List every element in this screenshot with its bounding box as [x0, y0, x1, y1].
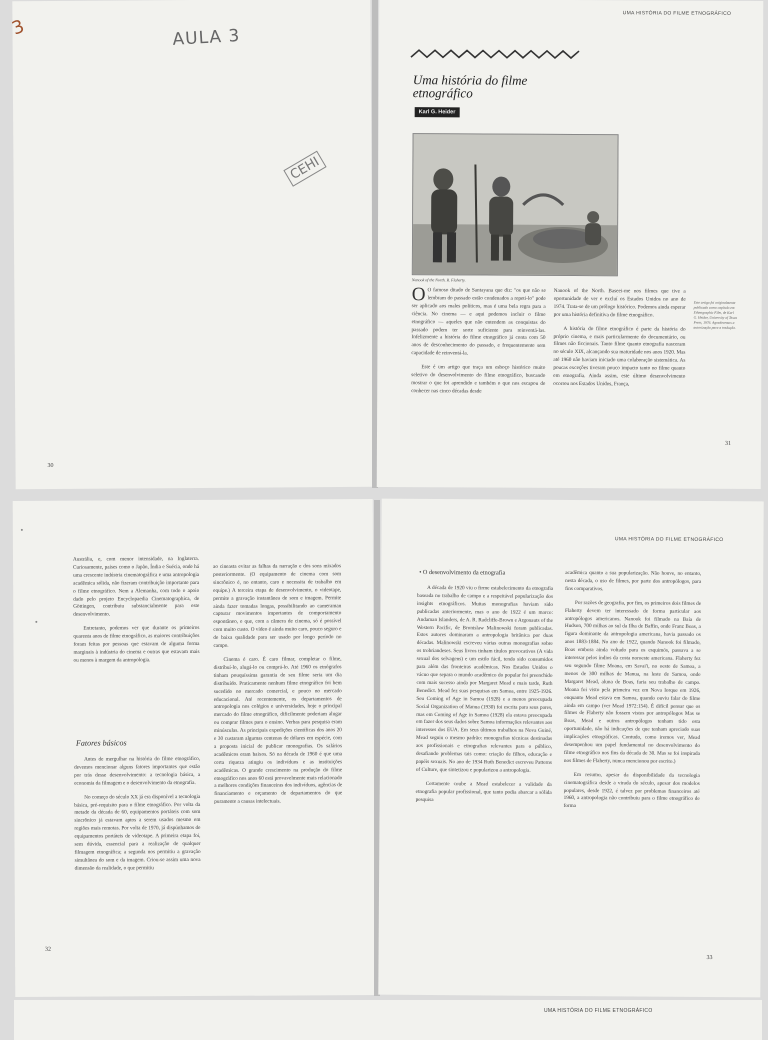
paragraph: Antes de mergulhar na história do filme etnográfico, devemos mencionar alguns fatores importantes que estão por trás desse desenvolvimento: a tecnologia básica, a economia da filmagem e o desenvolvimento da etnografia.: [74, 755, 201, 787]
paragraph: A década de 1920 viu o firme estabelecimento da etnografia baseada no trabalho de campo e a respeitável popularização dos insights etnográficos. Muitas monografias haviam sido publicadas anteriormente, mas o ano de 1922 é um marco: Andaman Islanders, de A. R. Radcliffe-Brown e Argonauts of the Western Pacific, de Bronislaw Malinowski foram publicadas. Estes autores dominaram a antropologia britânica por duas décadas. Malinowski escreveu várias outras monografias sobre os trobriandeses. Seus livros tinham títulos provocativos (A vida sexual dos selvagens) e um estilo fácil, tendo sido consumidos para além das fronteiras acadêmicas. Nos Estados Unidos o vácuo que separa o mundo acadêmico do popular foi preenchido com mais sucesso ainda por Margaret Mead e mais tarde, Ruth Benedict. Mead fez suas pesquisas em Samoa, entre 1925-1926. Seu Coming of Age in Samoa (1928) e a menos preocupada Social Organization of Manua (1930) foi escrita para seus pares, mas em Coming of Age in Samoa (1928) ela estava preocupada em fazer dos seus dados sobre Samoa informações relevantes aos interesses dos EUA. Em seus últimos trabalhos na Nova Guiné, Mead seguiu o mesmo padrão: monografias técnicas destinadas aos profissionais e etnografias relevantes para o público, desafiando problemas tais como: criação de filhos, educação e papéis sexuais. No ano de 1934 Ruth Benedict escreveu Patterns of Culture, que sintetizou e popularizou a antropologia.: [415, 584, 554, 774]
library-stamp: CEHI: [283, 151, 326, 187]
page-31: [377, 0, 764, 489]
article-column-2: [564, 570, 702, 812]
running-head: UMA HISTÓRIA DO FILME ETNOGRÁFICO: [622, 10, 732, 17]
scan-speck: [35, 621, 37, 623]
article-column-2: [553, 288, 686, 390]
paragraph: ao cineasta evitar as falhas da narração e dos sons mixados posteriormente. (O equipamento de cinema com som sincrônico é, no entanto, caro e necessita de trabalho em equipe.) A terceira etapa de desenvolvimento, o videotape, permite a gravação instantânea de som e imagem. Permite ainda fazer tomadas longas, possibilitando ao cameraman capturar movimentos importantes de comportamento espontâneo, e que, com a câmera de cinema, só é possível com muito custo. O vídeo é ainda muito caro, pouco seguro e de baixa qualidade para ser usado por longo período no campo.: [213, 563, 342, 649]
page-number: 30: [47, 462, 54, 470]
page-33: [378, 499, 763, 998]
page-number: 33: [706, 954, 713, 961]
author-bar: Karl G. Heider: [415, 107, 460, 117]
paragraph: Em resumo, apesar da disponibilidade da tecnologia cinematográfica desde a virada do século, apesar dos modelos populares, desde 1922, é talvez por problemas financeiros até 1960, a antropologia não contribuiu para o filme etnográfico de forma: [563, 771, 700, 810]
article-title: Uma história do filme etnográfico: [412, 72, 528, 101]
article-column-1: [411, 284, 546, 396]
section-heading: • O desenvolvimento da etnografia: [419, 568, 506, 577]
running-head: UMA HISTÓRIA DO FILME ETNOGRÁFICO: [614, 536, 724, 544]
article-column-2: [213, 563, 342, 807]
handwritten-aula-note: AULA 3: [172, 25, 241, 50]
next-spread-strip: [14, 1000, 762, 1040]
page-30: [9, 0, 373, 489]
running-head: UMA HISTÓRIA DO FILME ETNOGRÁFICO: [544, 1008, 653, 1014]
nanook-photo: [412, 133, 619, 276]
paragraph: Por razões de geografia, por fim, os primeiros dois filmes de Flaherty devem ter interessado de forma particular aos antropólogos americanos. Nanook foi filmado na Baía de Hudson, 700 milhas ao sul da Ilha de Baffin, onde Franz Boas, a figura dominante da antropologia americana, havia passado os anos 1883-1884. No ano de 1922, quando Nanook foi filmado, Boas embora ainda voltado para os esquimós, passava a se interessar pelos índios da costa noroeste americana. Flaherty fez seu segundo filme Moana, em Savai'i, no oeste de Samoa, a menos de 300 milhas de Manua, na leste de Samoa, onde Margaret Mead, aluna de Boas, faria seu trabalho de campo. Moana foi visto pela primeira vez em Nova Iorque em 1926, enquanto Mead estava em Samoa, quando ouviu falar do filme ainda em campo (ver Mead 1972:154). É difícil pensar que os filmes de Flaherty não fossem vistos por antropólogos Mas se Boas, Mead e outros antropólogos tenham tido esta oportunidade, não há indicações de que tenham apreciado suas implicações etnográficas. Contudo, como iremos ver, Mead desempenhou um papel fundamental no desenvolvimento do filme etnográfico nos fins da década de 30. Mas se foi inspirada nos filmes de Flaherty, nunca mencionou por escrito.): [563, 599, 702, 765]
page-number: 31: [724, 440, 731, 447]
article-column-1-top: [73, 556, 200, 665]
scan-speck: [21, 529, 23, 531]
paragraph: Certamente coube a Mead estabelecer a validade da etnografia popular profissional, que tanto podia abarcar a sólida pesquisa: [415, 780, 552, 803]
section-heading: Fatores básicos: [75, 738, 127, 748]
article-column-1-bottom: [74, 756, 201, 873]
paragraph: No começo do século XX já era disponível a tecnologia básica, pré-requisito para o filme etnográfico. Por volta da metade da década de 60, equipamentos portáteis com som sincrônico já estavam aptos a serem usados mesmo em regiões mais remotas. Por volta de 1970, já dispúnhamos de equipamentos portáteis de videotape. A primeira etapa foi, sem dúvida, essencial para a realização de qualquer filmagem etnográfica; a segunda nos permitiu a gravação simultânea do som e da imagem. Criou-se assim uma nova dimensão da realidade, o que permitiu: [74, 793, 201, 872]
photo-caption: Nanook of the North. R. Flaherty.: [411, 277, 466, 283]
article-column-1: [416, 585, 554, 805]
side-note: Este artigo foi originalmente publicado como capítulo em Ethnographic Film, de Karl G. Heider, University of Texas Press, 1976. Agradecemos a autorização para a tradução.: [693, 300, 738, 330]
zigzag-ornament: [411, 47, 581, 62]
page-number: 32: [45, 946, 52, 953]
paragraph: Cinema é caro. É caro filmar, completar o filme, distribuí-lo, alugá-lo ou comprá-lo. Até 1960 os etnógrafos tinham pouquíssima garantia de seu filme seria um dia distribuído. Praticamente nenhum filme etnográfico foi bem sucedido no mercado comercial, e pouco no mercado educacional. Até recentemente, os departamentos de antropologia nos colégios e universidades, hoje o principal mercado do filme etnográfico, dificilmente poderiam alugar ou comprar filmes para o ensino. Verbas para pesquisa eram minúsculas. As principais expedições científicas dos anos 20 e 30 custaram algumas centenas de dólares em espécie, com a proposta inicial de publicar monografias. Os salários acadêmicos eram baixos. Só na década de 1960 é que uma certa riqueza atingiu os indivíduos e as instituições acadêmicas. O grande crescimento na produção do filme etnográfico nos anos 60 está provavelmente mais relacionado a melhores condições financeiras dos indivíduos, agências de financiamento e orçamento de departamentos do que puramente a causas intelectuais.: [213, 656, 343, 806]
paragraph: Entretanto, podemos ver que durante os primeiros quarenta anos de filme etnográfico, as maiores contribuições foram feitas por pessoas que estavam de alguma forma marginais à indústria do cinema e outras que estavam mais ou menos à margem da antropologia.: [73, 625, 200, 664]
paragraph: acadêmica quanto a sua popularização. Não houve, no entanto, nesta década, o uso de filmes, por parte dos antropólogos, para fins comparativos.: [565, 569, 702, 593]
zigzag-line: [411, 50, 579, 58]
paragraph: Austrália, e, com menor intensidade, na Inglaterra. Curiosamente, países como o Japão, Índia e Suécia, onde há uma crescente indústria cinematográfica e uma antropologia acadêmica sólida, não fizeram contribuição importante para o filme etnográfico. Nem a Alemanha, com todo o apoio dado pelo projeto Encyclopaedia Cinematographica, de Göttingen, contribuiu substancialmente para este desenvolvimento.: [72, 555, 200, 618]
paragraph: Este é um artigo que traça um esboço histórico muito seletivo do desenvolvimento do filme etnográfico, buscando mostrar o que foi aprendido e também o que nos escapou de conhecer nas cinco décadas desde: [411, 364, 546, 395]
handwritten-margin-number: 3: [9, 15, 28, 40]
photo-illustration: [413, 134, 618, 275]
page-32: [13, 499, 376, 997]
paragraph: O O famoso ditado de Santayana que diz: "os que não se lembram do passado estão condenados a repeti-lo" pode ser aplicado aos males políticos, mas é uma bela regra para a ciência. No cinema — e aqui podemos incluir o filme etnográfico — aqueles que não entendem as conquistas do passado podem ter sorte suficiente para reinventá-las. Infelizmente a história do filme etnográfico já conta com 50 anos de desconhecimento do passado, e frequentemente sem capacidade de reinventá-la.: [411, 284, 546, 357]
paragraph: Nanook of the North. Baseei-me nos filmes que tive a oportunidade de ver e excluí os Estados Unidos no ano de 1974. Trata-se de um prólogo histórico. Podemos ainda esperar por uma história definitiva do filme etnográfico.: [553, 287, 686, 319]
paragraph: A história do filme etnográfico é parte da história do próprio cinema, e mais particularmente do documentário, ou filmes não ficcionais. Tanto filme quanto etnografia nasceram no século XIX, alcançando sua maturidade nos anos 1920. Mas até 1960 não haviam iniciado uma colaboração sistemática. As poucas exceções tiveram pouco impacto tanto no filme quanto em etnografia. Ainda assim, este último desenvolvimento ocorreu nos Estados Unidos, França,: [553, 325, 686, 388]
